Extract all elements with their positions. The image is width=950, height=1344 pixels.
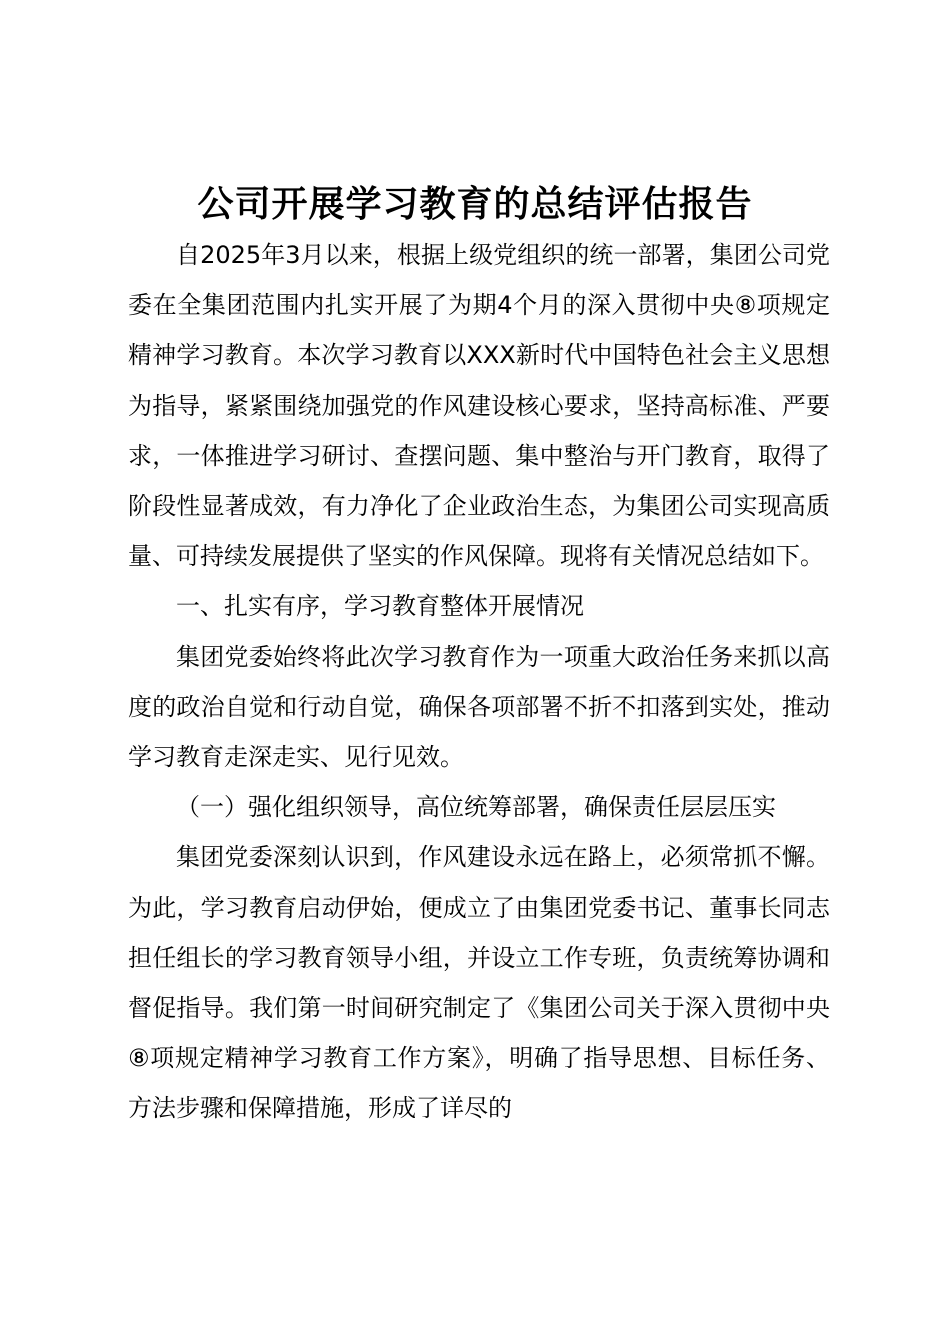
subsection-1-paragraph: 集团党委深刻认识到，作风建设永远在路上，必须常抓不懈。为此，学习教育启动伊始，便成立了由集团党委书记、董事长同志担任组长的学习教育领导小组，并设立工作专班，负责统筹协调和督促指导。我们第一时间研究制定了《集团公司关于深入贯彻中央⑧项规定精神学习教育工作方案》，明确了指导思想、目标任务、方法步骤和保障措施，形成了详尽的: [128, 843, 830, 1123]
document-title: 公司开展学习教育的总结评估报告: [197, 183, 753, 225]
document-body: [128, 230, 830, 1134]
subsection-heading-1: （一）强化组织领导，高位统筹部署，确保责任层层压实: [176, 793, 776, 822]
section-1-paragraph: 集团党委始终将此次学习教育作为一项重大政治任务来抓以高度的政治自觉和行动自觉，确保各项部署不折不扣落到实处，推动学习教育走深走实、见行见效。: [128, 642, 830, 772]
intro-paragraph: 自2025年3月以来，根据上级党组织的统一部署，集团公司党委在全集团范围内扎实开展了为期4个月的深入贯彻中央⑧项规定精神学习教育。本次学习教育以XXX新时代中国特色社会主义思想为指导，紧紧围绕加强党的作风建设核心要求，坚持高标准、严要求，一体推进学习研讨、查摆问题、集中整治与开门教育，取得了阶段性显著成效，有力净化了企业政治生态，为集团公司实现高质量、可持续发展提供了坚实的作风保障。现将有关情况总结如下。: [128, 241, 830, 571]
section-heading-1: 一、扎实有序，学习教育整体开展情况: [176, 592, 584, 621]
